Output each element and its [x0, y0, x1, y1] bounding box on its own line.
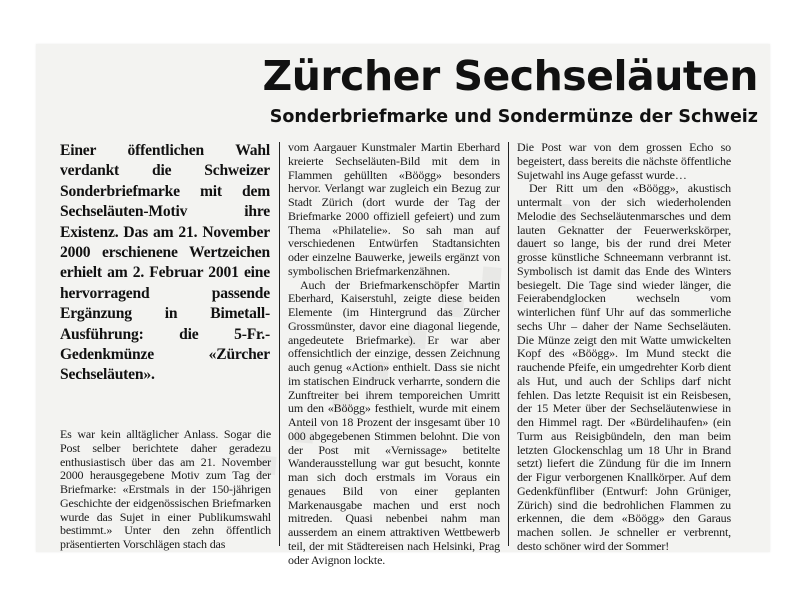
- paragraph: Auch der Briefmarkenschöpfer Martin Eberhard, Kaiserstuhl, zeigte diese beiden Elemente (im Hintergrund das Zürcher Grossmünster, davor eine diagonal liegende, angedeutete Briefmarke). Er war aber offensichtlich der einzige, dessen Zeichnung auch genug «Action» enthielt. Dass sie nicht im statischen Eindruck verharrte, sondern die Zunftreiter bei ihrem temporeichen Umritt um den «Böögg» festhielt, wurde mit einem Anteil von 18 Prozent der insgesamt über 10 000 abgegebenen Stimmen belohnt. Die von der Post mit «Vernissage» betitelte Wanderausstellung war gut besucht, konnte man sich doch erstmals im Voraus ein genaues Bild von einer geplanten Markenausgabe machen und erst noch mitreden. Quasi nebenbei nahm man ausserdem an einem attraktiven Wettbewerb teil, der mit Städtereisen nach Helsinki, Prag oder Avignon lockte.: [288, 277, 500, 567]
- article-subtitle: Sonderbriefmarke und Sondermünze der Schweiz: [269, 107, 758, 127]
- article-lead: Einer öffentlichen Wahl verdankt die Schweizer Sonderbriefmarke mit dem Sechseläuten-Motiv ihre Existenz. Das am 21. November 2000 erschienene Wertzeichen erhielt am 2. Februar 2001 eine hervorragend passende Ergänzung in Bimetall-Ausführung: die 5-Fr.-Gedenkmünze «Zürcher Sechseläuten».: [60, 142, 270, 384]
- paragraph: Der Ritt um den «Böögg», akustisch untermalt von der sich wiederholenden Melodie des Sechseläutenmarsches und dem lauten Geknatter der Feuerwerkskörper, dauert so lange, bis der rund drei Meter grosse künstliche Schneemann verbrannt ist. Symbolisch ist damit das Ende des Winters besiegelt. Die Tage sind wieder länger, die Feierabendglocken wechseln vom winterlichen fünf Uhr auf das sommerliche sechs Uhr – daher der Name Sechseläuten. Die Münze zeigt den mit Watte umwickelten Kopf des «Böögg». Im Mund steckt die rauchende Pfeife, ein umgedrehter Korb dient als Hut, und auch der Schlips darf nicht fehlen. Das letzte Requisit ist ein Reisbesen, der 15 Meter über der Sechseläutenwiese in den Himmel ragt. Der «Bürdelihaufen» (ein Turm aus Reisigbündeln, den man beim letzten Glockenschlag um 18 Uhr in Brand setzt) liefert die Zündung für die im Innern der Figur verborgenen Knallkörper. Auf dem Gedenkfünfliber (Entwurf: John Grüniger, Zürich) sind die bedrohlichen Flammen zu erkennen, die dem «Böögg» den Garaus machen sollen. Je schneller er verbrennt, desto schöner wird der Sommer!: [517, 181, 731, 553]
- paragraph: Die Post war von dem grossen Echo so begeistert, dass bereits die nächste öffentliche Sujetwahl ins Auge gefasst wurde…: [517, 140, 731, 182]
- article-column-1: [60, 428, 271, 552]
- article-column-3: [517, 141, 731, 554]
- column-divider: [508, 142, 509, 546]
- article-column-2: [288, 141, 500, 567]
- paragraph: Es war kein alltäglicher Anlass. Sogar die Post selber berichtete daher geradezu enthusiastisch über das am 21. November 2000 herausgegebene Motiv zum Tag der Briefmarke: «Erstmals in der 150-jährigen Geschichte der eidgenössischen Briefmarken wurde das Sujet in einer Publikumswahl bestimmt.» Unter den zehn öffentlich präsentierten Vorschlägen stach das: [60, 427, 271, 551]
- paragraph: vom Aargauer Kunstmaler Martin Eberhard kreierte Sechseläuten-Bild mit dem in Flammen gehüllten «Böögg» besonders hervor. Verlangt war zugleich ein Bezug zur Stadt Zürich (dort wurde der Tag der Briefmarke 2000 offiziell gefeiert) und zum Thema «Philatelie». So sah man auf verschiedenen Entwürfen Stadtansichten oder einzelne Bauwerke, jeweils ergänzt von symbolischen Briefmarkenzähnen.: [288, 140, 500, 278]
- column-divider: [279, 142, 280, 546]
- article-title: Zürcher Sechseläuten: [262, 52, 758, 100]
